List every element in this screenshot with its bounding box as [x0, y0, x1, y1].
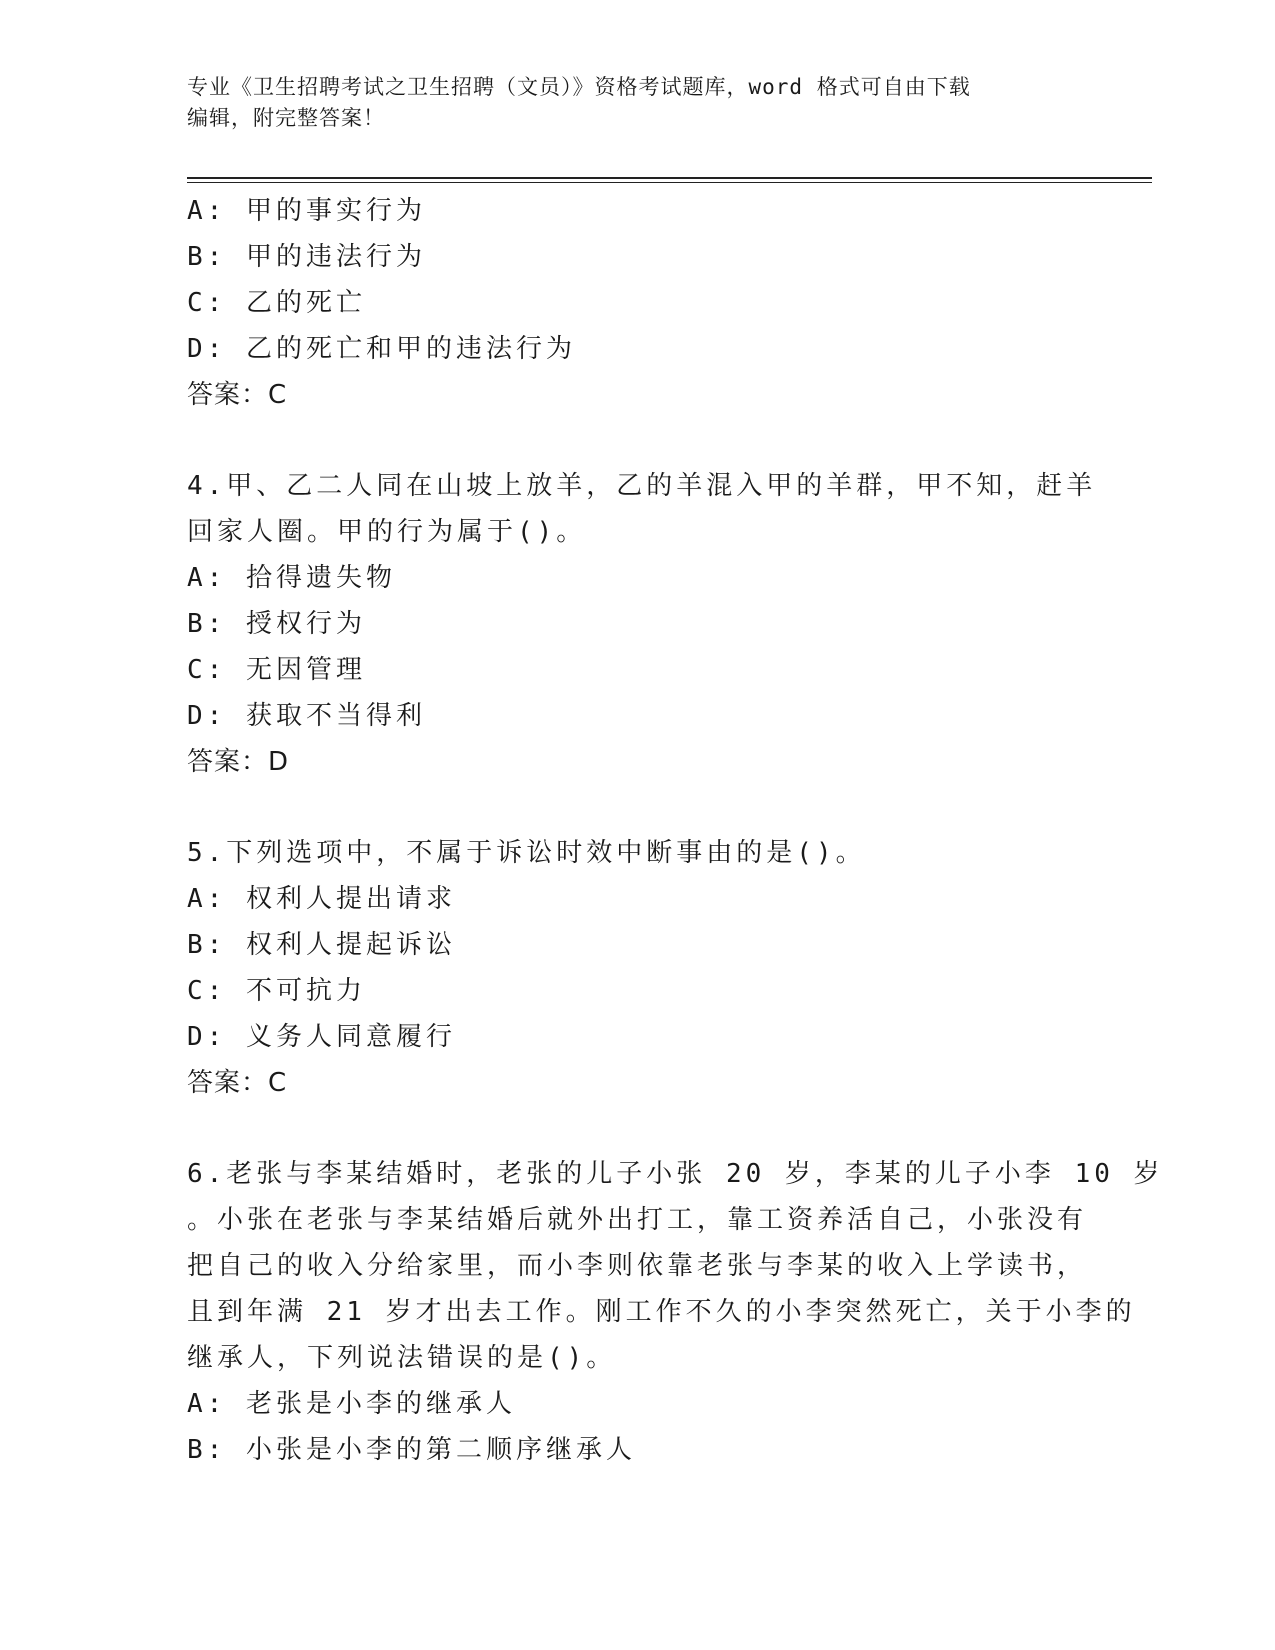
question-stem-line: 回家人圈。甲的行为属于()。 [187, 517, 587, 547]
answer: 答案：C [187, 1068, 288, 1098]
question-list [187, 188, 1164, 1473]
question-stem-line: 把自己的收入分给家里，而小李则依靠老张与李某的收入上学读书， [187, 1251, 1088, 1281]
option-b: B: 小张是小李的第二顺序继承人 [187, 1435, 636, 1465]
option-c: C: 不可抗力 [187, 976, 366, 1006]
option-d: D: 义务人同意履行 [187, 1022, 456, 1052]
header-line-1: 专业《卫生招聘考试之卫生招聘（文员）》资格考试题库，word 格式可自由下载 [187, 75, 971, 99]
question-stem-line: 4.甲、乙二人同在山坡上放羊，乙的羊混入甲的羊群，甲不知，赶羊 [187, 471, 1097, 501]
question-stem-line: 5.下列选项中，不属于诉讼时效中断事由的是()。 [187, 838, 866, 868]
question-stem-line: 且到年满 21 岁才出去工作。刚工作不久的小李突然死亡，关于小李的 [187, 1297, 1136, 1327]
option-b: B: 授权行为 [187, 609, 366, 639]
question-stem-line: 。小张在老张与李某结婚后就外出打工，靠工资养活自己，小张没有 [187, 1205, 1088, 1235]
option-d: D: 获取不当得利 [187, 701, 426, 731]
question-6 [187, 1151, 1164, 1473]
option-d: D: 乙的死亡和甲的违法行为 [187, 334, 576, 364]
option-b: B: 权利人提起诉讼 [187, 930, 456, 960]
question-4 [187, 463, 1097, 785]
option-a: A: 老张是小李的继承人 [187, 1389, 516, 1419]
document-header [187, 72, 1067, 134]
question-stem-line: 6.老张与李某结婚时，老张的儿子小张 20 岁，李某的儿子小李 10 岁 [187, 1159, 1164, 1189]
answer: 答案：C [187, 380, 288, 410]
question-3 [187, 188, 1087, 418]
option-a: A: 甲的事实行为 [187, 196, 426, 226]
answer: 答案：D [187, 747, 290, 777]
option-c: C: 乙的死亡 [187, 288, 366, 318]
header-divider-thick [187, 177, 1152, 179]
option-b: B: 甲的违法行为 [187, 242, 426, 272]
question-stem-line: 继承人，下列说法错误的是()。 [187, 1343, 617, 1373]
header-line-2: 编辑，附完整答案！ [187, 106, 385, 130]
header-divider-thin [187, 182, 1152, 183]
option-a: A: 拾得遗失物 [187, 563, 396, 593]
option-a: A: 权利人提出请求 [187, 884, 456, 914]
question-5 [187, 830, 1087, 1106]
option-c: C: 无因管理 [187, 655, 366, 685]
